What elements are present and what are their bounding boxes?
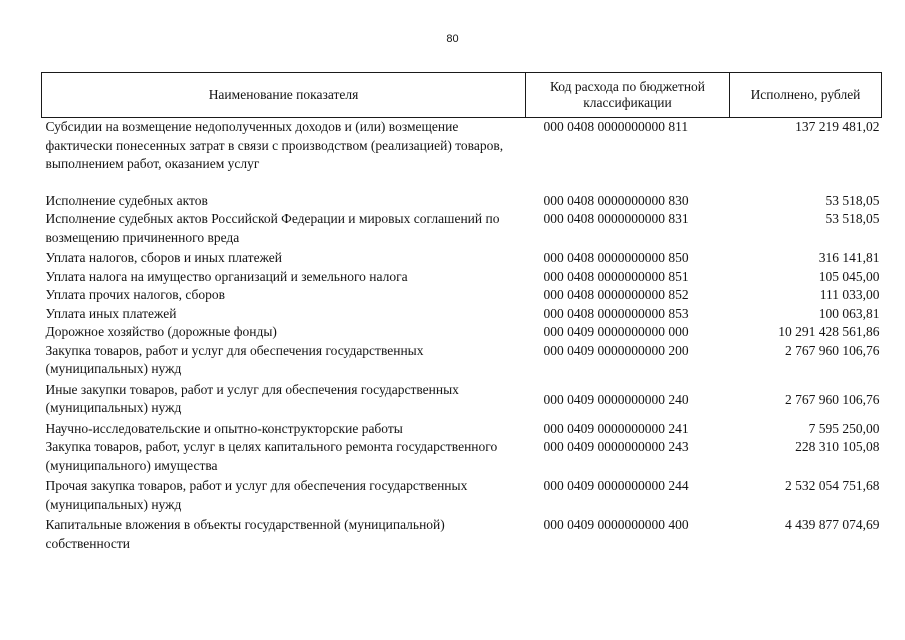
row-amount: 137 219 481,02 <box>795 119 880 134</box>
table-row <box>42 286 882 305</box>
row-code: 000 0409 0000000000 200 <box>543 342 689 358</box>
table-row <box>42 249 882 268</box>
row-amount: 4 439 877 074,69 <box>785 517 880 532</box>
row-code: 000 0408 0000000000 830 <box>543 192 689 208</box>
page-number: 80 <box>446 33 459 45</box>
row-amount: 111 033,00 <box>819 287 880 302</box>
row-name: Прочая закупка товаров, работ и услуг для обеспечения государственных (муниципальных) нужд <box>45 478 468 512</box>
row-name: Иные закупки товаров, работ и услуг для обеспечения государственных (муниципальных) нужд <box>45 381 459 415</box>
row-name: Субсидии на возмещение недополученных доходов и (или) возмещение фактически понесенных затрат в связи с производством (реализацией) товаров, выполнением работ, оказанием услуг <box>45 119 504 171</box>
row-name: Закупка товаров, работ, услуг в целях капитального ремонта государственного (муниципального) имущества <box>45 439 498 473</box>
row-amount: 53 518,05 <box>825 192 880 208</box>
row-amount: 105 045,00 <box>818 268 880 284</box>
table-row <box>42 342 882 381</box>
table-body <box>42 118 882 556</box>
row-name: Уплата налога на имущество организаций и земельного налога <box>45 268 408 284</box>
row-amount: 228 310 105,08 <box>795 439 880 454</box>
row-amount: 10 291 428 561,86 <box>778 324 880 339</box>
row-code: 000 0409 0000000000 244 <box>543 478 689 493</box>
row-name: Исполнение судебных актов <box>45 192 208 208</box>
row-code: 000 0409 0000000000 000 <box>543 324 689 339</box>
row-amount: 100 063,81 <box>818 305 880 321</box>
row-name: Закупка товаров, работ и услуг для обеспечения государственных (муниципальных) нужд <box>45 342 424 376</box>
table-row <box>42 381 882 420</box>
table-row <box>42 477 882 516</box>
row-code: 000 0409 0000000000 243 <box>543 439 689 454</box>
header-name: Наименование показателя <box>42 73 526 118</box>
budget-table <box>41 72 882 555</box>
row-code: 000 0408 0000000000 852 <box>543 287 689 302</box>
table-row <box>42 305 882 324</box>
row-amount: 7 595 250,00 <box>808 420 880 436</box>
row-code: 000 0408 0000000000 851 <box>543 268 689 284</box>
header-amount: Исполнено, рублей <box>730 73 882 118</box>
table-row <box>42 420 882 439</box>
row-code: 000 0408 0000000000 850 <box>543 250 689 265</box>
header-code: Код расхода по бюджетной классификации <box>526 73 730 118</box>
row-amount: 53 518,05 <box>825 211 880 226</box>
row-amount: 316 141,81 <box>818 250 880 265</box>
row-name: Исполнение судебных актов Российской Федерации и мировых соглашений по возмещению причиненного вреда <box>45 211 500 245</box>
table-row <box>42 192 882 211</box>
header-row <box>42 73 882 118</box>
row-code: 000 0409 0000000000 240 <box>543 391 689 407</box>
table-row <box>42 210 882 249</box>
row-code: 000 0408 0000000000 853 <box>543 305 689 321</box>
row-name: Уплата налогов, сборов и иных платежей <box>45 250 282 265</box>
row-name: Уплата иных платежей <box>45 305 177 321</box>
table-row <box>42 118 882 192</box>
table-row <box>42 268 882 287</box>
row-code: 000 0408 0000000000 811 <box>543 119 689 134</box>
row-name: Научно-исследовательские и опытно-конструкторские работы <box>45 420 403 436</box>
row-amount: 2 532 054 751,68 <box>785 478 880 493</box>
row-name: Дорожное хозяйство (дорожные фонды) <box>45 324 277 339</box>
row-amount: 2 767 960 106,76 <box>785 342 880 358</box>
row-name: Уплата прочих налогов, сборов <box>45 287 225 302</box>
row-code: 000 0408 0000000000 831 <box>543 211 689 226</box>
row-name: Капитальные вложения в объекты государственной (муниципальной) собственности <box>45 517 445 551</box>
table-header <box>42 73 882 118</box>
row-amount: 2 767 960 106,76 <box>785 391 880 407</box>
row-code: 000 0409 0000000000 400 <box>543 517 689 532</box>
table-row <box>42 323 882 342</box>
table-row <box>42 516 882 555</box>
row-code: 000 0409 0000000000 241 <box>543 420 689 436</box>
table-row <box>42 438 882 477</box>
